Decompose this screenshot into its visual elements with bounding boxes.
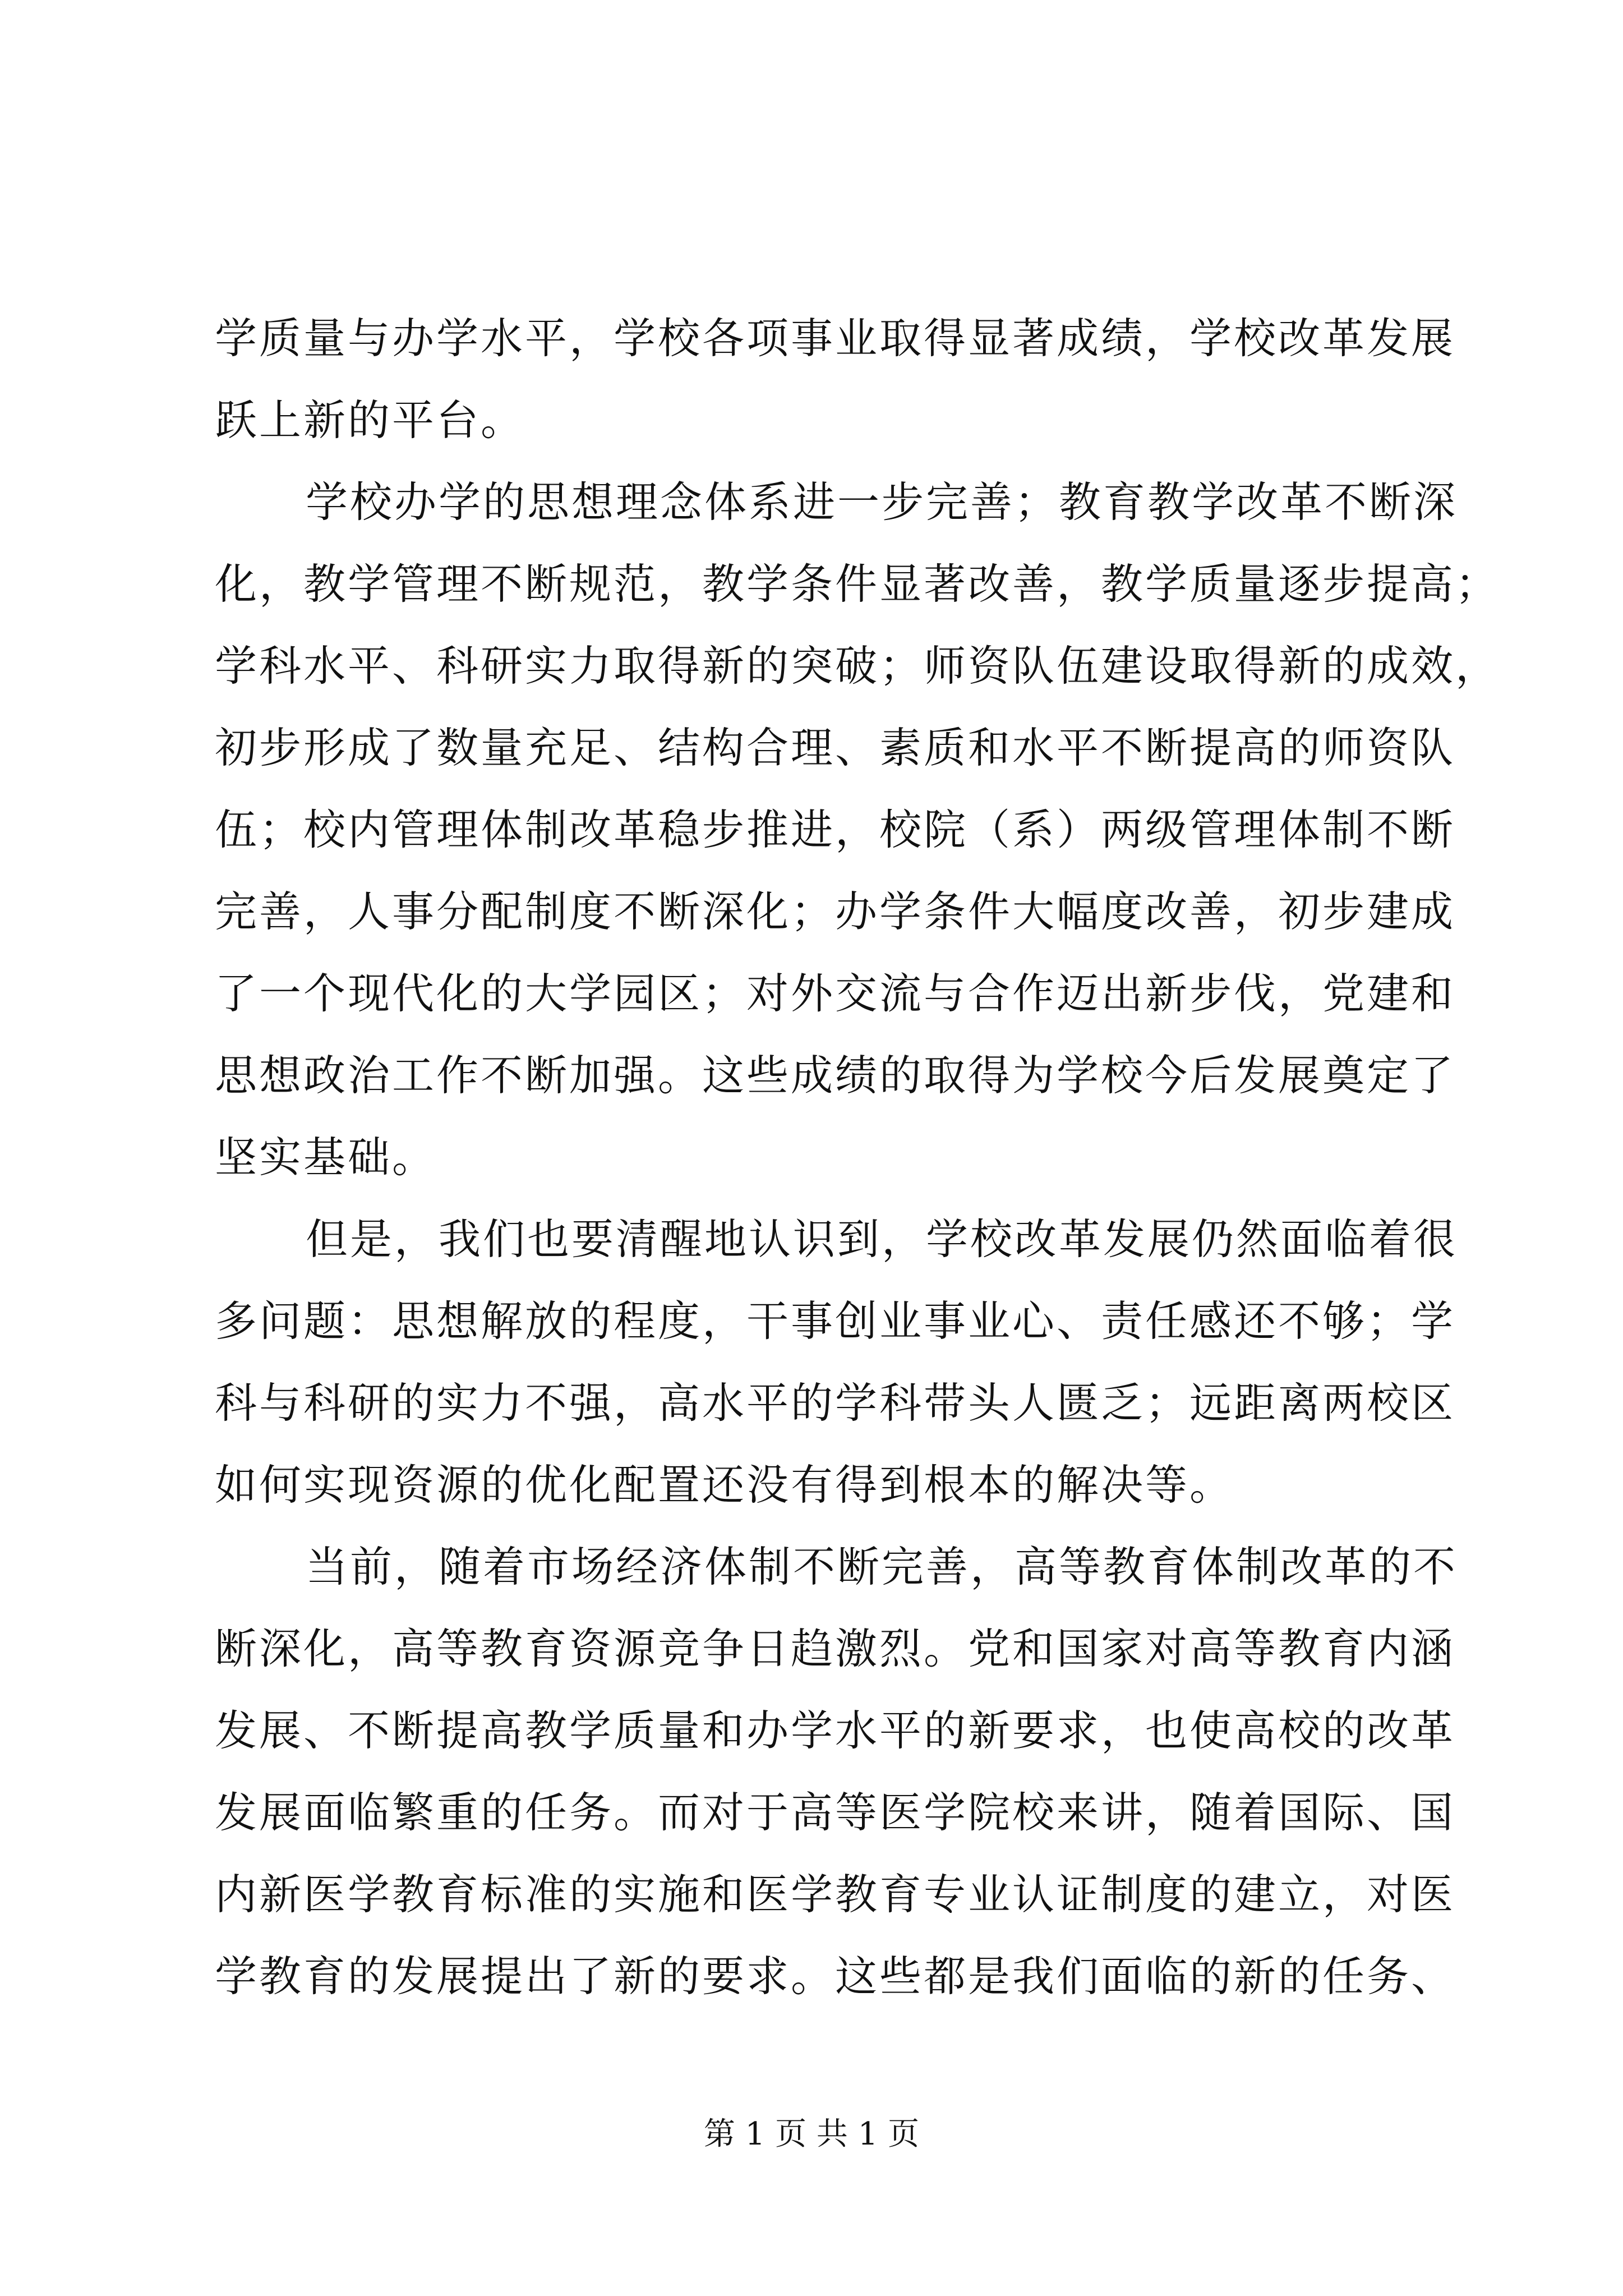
page-footer bbox=[0, 2115, 1623, 2154]
text-line: 当前，随着市场经济体制不断完善，高等教育体制改革的不 bbox=[306, 1542, 1458, 1591]
text-line: 伍；校内管理体制改革稳步推进，校院（系）两级管理体制不断 bbox=[215, 805, 1456, 854]
text-line: 断深化，高等教育资源竞争日趋激烈。党和国家对高等教育内涵 bbox=[215, 1624, 1456, 1673]
page-number-label: 第 1 页 共 1 页 bbox=[703, 2116, 920, 2152]
text-line: 发展面临繁重的任务。而对于高等医学院校来讲，随着国际、国 bbox=[215, 1788, 1456, 1837]
text-line: 但是，我们也要清醒地认识到，学校改革发展仍然面临着很 bbox=[306, 1214, 1458, 1264]
text-line: 化，教学管理不断规范，教学条件显著改善，教学质量逐步提高； bbox=[215, 559, 1500, 609]
paragraph-4 bbox=[215, 1526, 1458, 2017]
paragraph-2 bbox=[215, 461, 1500, 1198]
text-line: 学质量与办学水平，学校各项事业取得显著成绩，学校改革发展 bbox=[215, 314, 1456, 363]
text-line: 坚实基础。 bbox=[215, 1133, 437, 1182]
text-line: 完善，人事分配制度不断深化；办学条件大幅度改善，初步建成 bbox=[215, 887, 1456, 936]
paragraph-3 bbox=[215, 1198, 1458, 1526]
text-line: 如何实现资源的优化配置还没有得到根本的解决等。 bbox=[215, 1460, 1234, 1510]
text-line: 学校办学的思想理念体系进一步完善；教育教学改革不断深 bbox=[306, 477, 1458, 527]
text-line: 内新医学教育标准的实施和医学教育专业认证制度的建立，对医 bbox=[215, 1870, 1456, 1919]
text-line: 发展、不断提高教学质量和办学水平的新要求，也使高校的改革 bbox=[215, 1706, 1456, 1755]
text-line: 学教育的发展提出了新的要求。这些都是我们面临的新的任务、 bbox=[215, 1952, 1456, 2001]
text-line: 科与科研的实力不强，高水平的学科带头人匮乏；远距离两校区 bbox=[215, 1378, 1456, 1428]
text-line: 跃上新的平台。 bbox=[215, 395, 525, 445]
document-body bbox=[215, 297, 1500, 2017]
text-line: 初步形成了数量充足、结构合理、素质和水平不断提高的师资队 bbox=[215, 723, 1456, 772]
text-line: 学科水平、科研实力取得新的突破；师资队伍建设取得新的成效， bbox=[215, 641, 1500, 691]
text-line: 了一个现代化的大学园区；对外交流与合作迈出新步伐，党建和 bbox=[215, 969, 1456, 1018]
text-line: 思想政治工作不断加强。这些成绩的取得为学校今后发展奠定了 bbox=[215, 1051, 1456, 1100]
text-line: 多问题：思想解放的程度，干事创业事业心、责任感还不够；学 bbox=[215, 1296, 1456, 1346]
paragraph-1 bbox=[215, 297, 1456, 461]
